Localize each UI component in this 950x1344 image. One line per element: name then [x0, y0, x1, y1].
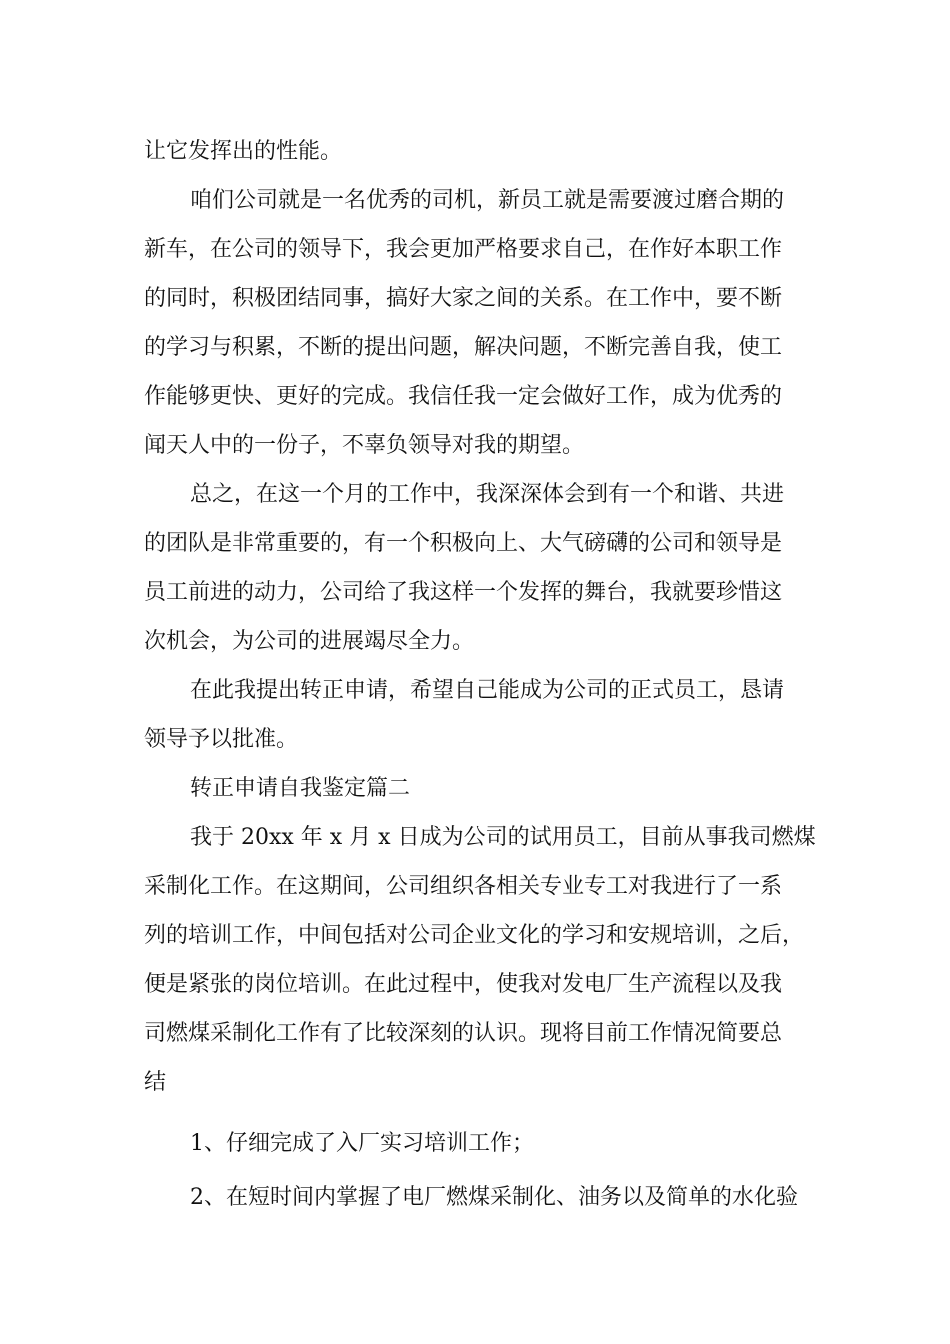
text-line: 的学习与积累，不断的提出问题，解决问题，不断完善自我，使工	[144, 335, 783, 360]
text-line: 让它发挥出的性能。	[144, 139, 343, 164]
text-line: 采制化工作。在这期间，公司组织各相关专业专工对我进行了一系	[144, 874, 783, 899]
text-line: 的同时，积极团结同事，搞好大家之间的关系。在工作中，要不断	[144, 286, 783, 311]
text-line: 新车，在公司的领导下，我会更加严格要求自己，在作好本职工作	[144, 237, 783, 262]
text-line: 员工前进的动力，公司给了我这样一个发挥的舞台，我就要珍惜这	[144, 580, 783, 605]
text-line: 次机会，为公司的进展竭尽全力。	[144, 629, 475, 654]
text-line: 司燃煤采制化工作有了比较深刻的认识。现将目前工作情况简要总	[144, 1021, 783, 1046]
text-line: 结	[144, 1070, 167, 1095]
list-item: 1、仔细完成了入厂实习培训工作；	[190, 1131, 534, 1156]
text-line: 作能够更快、更好的完成。我信任我一定会做好工作，成为优秀的	[144, 384, 783, 409]
text-line: 领导予以批准。	[144, 727, 299, 752]
list-item: 2、在短时间内掌握了电厂燃煤采制化、油务以及简单的水化验	[190, 1185, 798, 1210]
text-line: 便是紧张的岗位培训。在此过程中，使我对发电厂生产流程以及我	[144, 972, 783, 997]
text-line: 闻天人中的一份子，不辜负领导对我的期望。	[144, 433, 585, 458]
paragraph-start-line: 在此我提出转正申请，希望自己能成为公司的正式员工，恳请	[190, 678, 785, 703]
section-heading: 转正申请自我鉴定篇二	[190, 776, 411, 801]
paragraph-start-line: 我于 20xx 年 x 月 x 日成为公司的试用员工，目前从事我司燃煤	[190, 825, 816, 850]
paragraph-start-line: 咱们公司就是一名优秀的司机，新员工就是需要渡过磨合期的	[190, 188, 785, 213]
paragraph-start-line: 总之，在这一个月的工作中，我深深体会到有一个和谐、共进	[190, 482, 785, 507]
text-line: 的团队是非常重要的，有一个积极向上、大气磅礴的公司和领导是	[144, 531, 783, 556]
text-line: 列的培训工作，中间包括对公司企业文化的学习和安规培训，之后，	[144, 923, 805, 948]
